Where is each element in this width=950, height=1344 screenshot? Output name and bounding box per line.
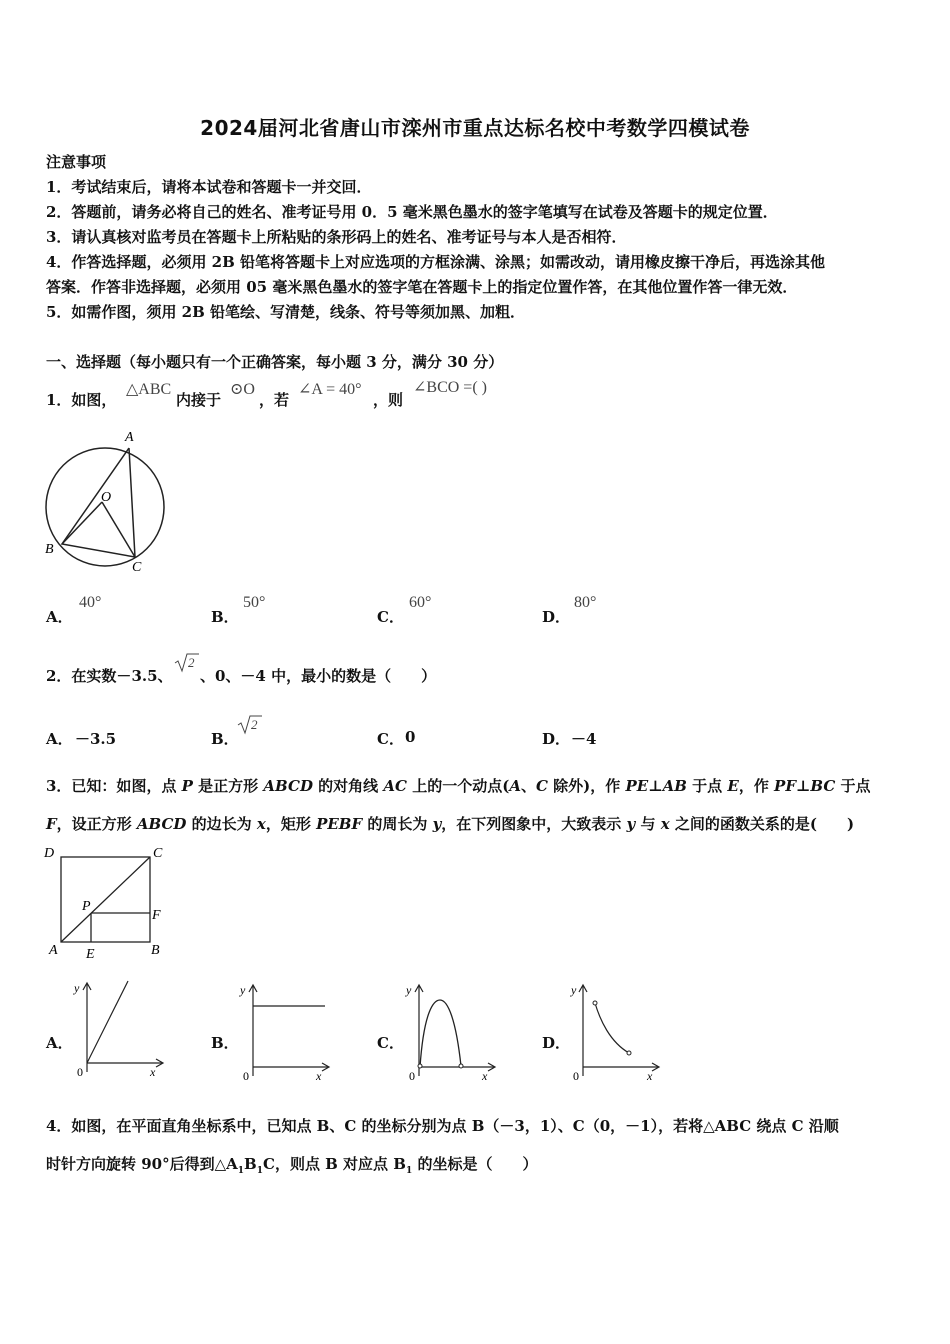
- q3-line-2: F，设正方形 ABCD 的边长为 x，矩形 PEBF 的周长为 y，在下列图象中，大致表示 y 与 x 之间的函数关系的是( ): [46, 815, 855, 833]
- notice-item: 4．作答选择题，必须用 2B 铅笔将答题卡上对应选项的方框涂满、涂黑；如需改动，请用橡皮擦干净后，再选涂其他: [46, 253, 826, 271]
- svg-text:y: y: [571, 983, 577, 997]
- q1-triangle: △ABC: [126, 381, 172, 398]
- q1-option-b-letter[interactable]: B．: [211, 608, 239, 626]
- svg-text:y: y: [74, 981, 80, 995]
- label-c: C: [132, 560, 142, 574]
- label-a: A: [49, 943, 58, 958]
- label-p: P: [82, 899, 91, 914]
- q2-option-a-letter[interactable]: A．: [46, 730, 73, 748]
- q1-question: ∠BCO =( ): [413, 379, 487, 396]
- label-a: A: [125, 430, 134, 445]
- q1-angle-a: ∠A = 40°: [298, 381, 362, 398]
- notice-heading: 注意事项: [46, 153, 107, 171]
- graph-d-curve: [595, 1003, 629, 1053]
- svg-text:x: x: [647, 1069, 653, 1082]
- svg-text:x: x: [316, 1069, 322, 1082]
- svg-text:x: x: [150, 1065, 156, 1079]
- svg-text:0: 0: [243, 1069, 249, 1082]
- svg-text:x: x: [482, 1069, 488, 1082]
- svg-text:0: 0: [77, 1065, 83, 1079]
- svg-text:0: 0: [409, 1069, 415, 1082]
- label-o: O: [101, 490, 112, 505]
- q2-sqrt-symbol: [174, 652, 200, 674]
- q1-text: ，若: [259, 391, 290, 409]
- q2-option-b-letter[interactable]: B．: [211, 730, 239, 748]
- q1-text: 内接于: [176, 391, 222, 409]
- q3-graph-b: [238, 980, 333, 1082]
- triangle-abc: [62, 448, 135, 557]
- q1-option-a-letter[interactable]: A．: [46, 608, 73, 626]
- q2-sqrt-radicand: 2: [188, 655, 195, 670]
- q3-option-c-letter[interactable]: C．: [377, 1034, 404, 1052]
- graph-c-curve: [420, 1000, 461, 1067]
- segment-oc: [102, 502, 135, 557]
- q1-circle-figure: [40, 428, 175, 574]
- graph-a-line: [87, 981, 128, 1063]
- q3-option-d-letter[interactable]: D．: [542, 1034, 571, 1052]
- q1-option-d-letter[interactable]: D．: [542, 608, 571, 626]
- q2-text-post: 、0、－4 中，最小的数是（ ）: [200, 667, 437, 685]
- q2-option-a-value: －3.5: [75, 730, 117, 748]
- svg-text:y: y: [240, 983, 246, 997]
- q1-text: ，则: [373, 391, 404, 409]
- q2-option-b-sqrt: [237, 714, 263, 736]
- notice-item: 1．考试结束后，请将本试卷和答题卡一并交回．: [46, 178, 372, 196]
- diagonal-ac: [61, 857, 150, 942]
- q4-line-2: 时针方向旋转 90°后得到$\triangle A_1B_1C$，则点 B 对应点 $B_1$ 的坐标是（ ）: [46, 1155, 538, 1176]
- q2-text-pre: 2．在实数－3.5、: [46, 667, 173, 685]
- section-heading: 一、选择题（每小题只有一个正确答案，每小题 3 分，满分 30 分）: [46, 353, 504, 371]
- q3-line-1: 3．已知：如图，点 P 是正方形 ABCD 的对角线 AC 上的一个动点(A、C 除外)，作 PE⊥AB 于点 E，作 PF⊥BC 于点: [46, 777, 871, 795]
- q3-graph-d: [568, 980, 663, 1082]
- segment-ob: [62, 502, 102, 544]
- q1-option-d-value: 80°: [574, 594, 597, 611]
- q1-number: 1．如图，: [46, 391, 117, 409]
- notice-item: 3．请认真核对监考员在答题卡上所粘贴的条形码上的姓名、准考证号与本人是否相符．: [46, 228, 627, 246]
- notice-item: 2．答题前，请务必将自己的姓名、准考证号用 0．5 毫米黑色墨水的签字笔填写在试卷及答题卡的规定位置．: [46, 203, 778, 221]
- label-e: E: [86, 947, 95, 962]
- notice-item: 5．如需作图，须用 2B 铅笔绘、写清楚，线条、符号等须加黑、加粗．: [46, 303, 525, 321]
- q3-option-a-letter[interactable]: A．: [46, 1034, 73, 1052]
- q1-circle: ⊙O: [230, 381, 255, 398]
- q3-graph-c: [404, 980, 499, 1082]
- q3-option-b-letter[interactable]: B．: [211, 1034, 239, 1052]
- q1-option-a-value: 40°: [79, 594, 102, 611]
- label-d: D: [44, 846, 55, 861]
- q1-option-b-value: 50°: [243, 594, 266, 611]
- label-c: C: [153, 846, 163, 861]
- q3-square-figure: [40, 840, 175, 962]
- q4-line-1: 4．如图，在平面直角坐标系中，已知点 B、C 的坐标分别为点 B（－3，1）、C（0，－1），若将△ABC 绕点 C 沿顺: [46, 1117, 839, 1135]
- page-title: 2024届河北省唐山市滦州市重点达标名校中考数学四模试卷: [200, 116, 750, 140]
- q3-graph-a: [72, 978, 167, 1080]
- label-b: B: [45, 542, 54, 557]
- label-f: F: [152, 908, 161, 923]
- q2-option-d-letter[interactable]: D．: [542, 730, 571, 748]
- svg-text:y: y: [406, 983, 412, 997]
- label-b: B: [151, 943, 160, 958]
- q2-option-c-letter[interactable]: C．: [377, 730, 404, 748]
- q1-option-c-letter[interactable]: C．: [377, 608, 404, 626]
- q2-option-b-value: 2: [251, 717, 258, 732]
- q2-option-d-value: －4: [571, 730, 597, 748]
- q2-option-c-value: 0: [405, 728, 416, 746]
- q1-option-c-value: 60°: [409, 594, 432, 611]
- svg-text:0: 0: [573, 1069, 579, 1082]
- notice-item: 答案．作答非选择题，必须用 05 毫米黑色墨水的签字笔在答题卡上的指定位置作答，在其他位置作答一律无效．: [46, 278, 798, 296]
